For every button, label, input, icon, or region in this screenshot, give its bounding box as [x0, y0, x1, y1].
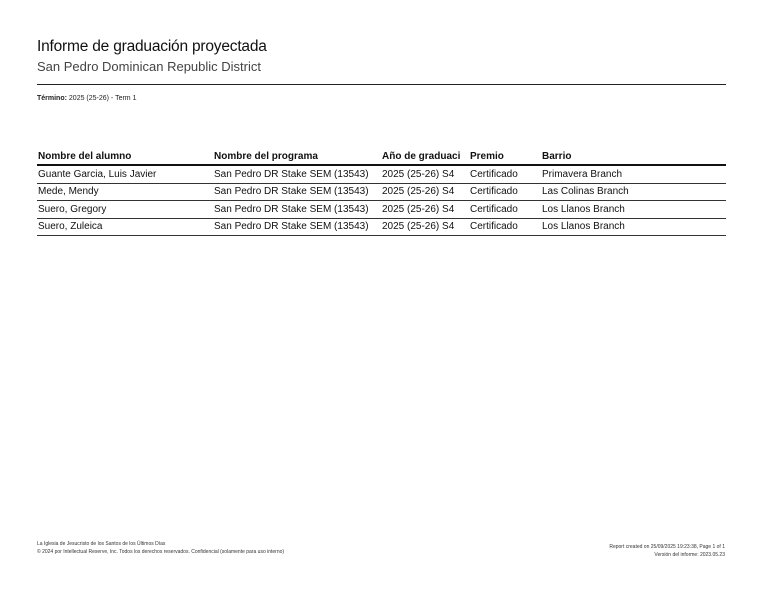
footer-report-version: Versión del informe: 2023.05.23 — [654, 551, 725, 558]
header-ward: Barrio — [541, 149, 726, 165]
cell-program-name: San Pedro DR Stake SEM (13543) — [213, 218, 381, 236]
cell-ward: Las Colinas Branch — [541, 183, 726, 201]
footer-church-name: La Iglesia de Jesucristo de los Santos de los Últimos Días — [37, 541, 166, 547]
graduation-table — [37, 149, 726, 236]
cell-student-name: Suero, Gregory — [37, 201, 213, 219]
cell-ward: Los Llanos Branch — [541, 218, 726, 236]
term-label: Término: — [37, 95, 67, 102]
table-row — [37, 165, 726, 183]
cell-ward: Los Llanos Branch — [541, 201, 726, 219]
header-award: Premio — [469, 149, 541, 165]
cell-student-name: Mede, Mendy — [37, 183, 213, 201]
cell-award: Certificado — [469, 165, 541, 183]
cell-ward: Primavera Branch — [541, 165, 726, 183]
table-header-row — [37, 149, 726, 165]
cell-award: Certificado — [469, 183, 541, 201]
cell-student-name: Suero, Zuleica — [37, 218, 213, 236]
table-row — [37, 201, 726, 219]
footer-report-info — [609, 544, 725, 559]
term-line — [37, 95, 136, 102]
cell-graduation-year: 2025 (25-26) S4 — [381, 218, 469, 236]
report-subtitle: San Pedro Dominican Republic District — [37, 59, 261, 74]
cell-award: Certificado — [469, 201, 541, 219]
cell-award: Certificado — [469, 218, 541, 236]
cell-program-name: San Pedro DR Stake SEM (13543) — [213, 201, 381, 219]
table-row — [37, 218, 726, 236]
cell-program-name: San Pedro DR Stake SEM (13543) — [213, 183, 381, 201]
header-program-name: Nombre del programa — [213, 149, 381, 165]
header-graduation-year: Año de graduaci — [381, 149, 469, 165]
cell-program-name: San Pedro DR Stake SEM (13543) — [213, 165, 381, 183]
report-title: Informe de graduación proyectada — [37, 38, 267, 55]
footer-created-date: Report created on 25/09/2025 19:23:38, Page 1 of 1 — [609, 544, 725, 550]
footer-copyright — [37, 541, 284, 556]
cell-graduation-year: 2025 (25-26) S4 — [381, 183, 469, 201]
footer-copyright-text: © 2024 por Intellectual Reserve, Inc. Todos los derechos reservados. Confidencial (solamente para uso interno) — [37, 548, 285, 555]
term-value: 2025 (25-26) - Term 1 — [68, 95, 137, 102]
header-student-name: Nombre del alumno — [37, 149, 213, 165]
cell-student-name: Guante Garcia, Luis Javier — [37, 165, 213, 183]
table-row — [37, 183, 726, 201]
cell-graduation-year: 2025 (25-26) S4 — [381, 165, 469, 183]
title-divider — [37, 84, 726, 85]
cell-graduation-year: 2025 (25-26) S4 — [381, 201, 469, 219]
